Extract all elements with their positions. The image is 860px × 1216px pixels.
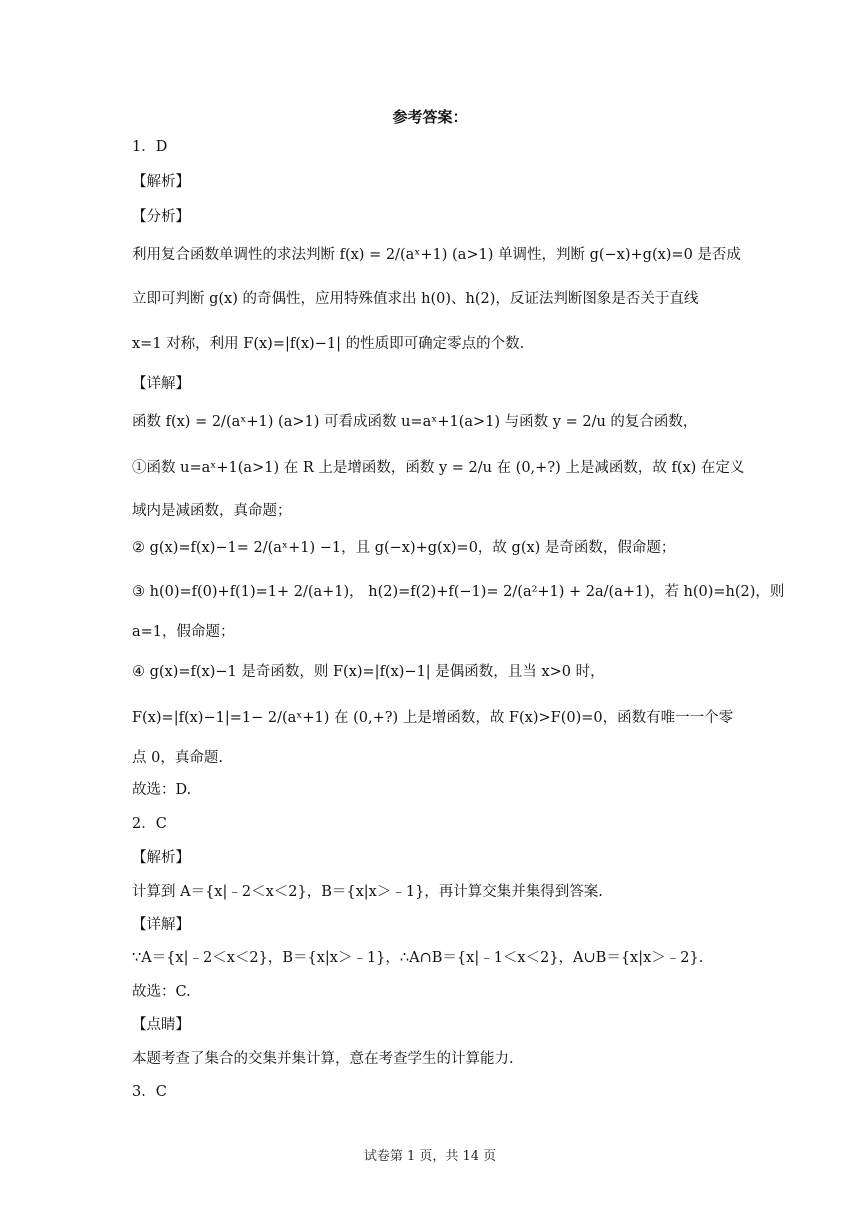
text-line: ② g(x)=f(x)−1= 2/(aˣ+1) −1，且 g(−x)+g(x)=0，故 g(x) 是奇函数，假命题； <box>132 540 676 556</box>
section-heading: 【分析】 <box>132 209 190 225</box>
text-line: ∵A＝{x|﹣2＜x＜2}，B＝{x|x＞﹣1}，∴A∩B＝{x|﹣1＜x＜2}，A∪B＝{x|x＞﹣2}. <box>132 950 704 966</box>
question-number: 1．D <box>132 139 168 155</box>
section-heading: 【解析】 <box>132 174 190 190</box>
question-number: 3．C <box>132 1084 167 1100</box>
question-number: 2．C <box>132 816 167 832</box>
text-line: 本题考查了集合的交集并集计算，意在考查学生的计算能力. <box>132 1051 514 1067</box>
text-line: 域内是减函数，真命题； <box>132 503 292 519</box>
text-line: ④ g(x)=f(x)−1 是奇函数，则 F(x)=|f(x)−1| 是偶函数，且当 x>0 时， <box>132 664 605 680</box>
text-line: 故选：C. <box>132 984 191 1000</box>
text-line: 函数 f(x) = 2/(aˣ+1) (a>1) 可看成函数 u=aˣ+1(a>1) 与函数 y = 2/u 的复合函数， <box>132 414 698 430</box>
text-line: F(x)=|f(x)−1|=1− 2/(aˣ+1) 在 (0,+?) 上是增函数，故 F(x)>F(0)=0，函数有唯一一个零 <box>132 710 734 726</box>
page-footer: 试卷第 1 页，共 14 页 <box>363 1149 497 1164</box>
text-line: 点 0，真命题. <box>132 750 223 766</box>
text-line: 计算到 A＝{x|﹣2＜x＜2}，B＝{x|x＞﹣1}，再计算交集并集得到答案. <box>132 884 603 900</box>
text-line: x=1 对称，利用 F(x)=|f(x)−1| 的性质即可确定零点的个数. <box>132 336 525 352</box>
section-heading: 【解析】 <box>132 850 190 866</box>
text-line: 立即可判断 g(x) 的奇偶性，应用特殊值求出 h(0)、h(2)，反证法判断图象是否关于直线 <box>132 291 699 307</box>
text-line: ③ h(0)=f(0)+f(1)=1+ 2/(a+1)， h(2)=f(2)+f(−1)= 2/(a²+1) + 2a/(a+1)，若 h(0)=h(2)，则 <box>132 584 785 600</box>
section-heading: 【详解】 <box>132 376 190 392</box>
text-line: ①函数 u=aˣ+1(a>1) 在 R 上是增函数，函数 y = 2/u 在 (0,+?) 上是减函数，故 f(x) 在定义 <box>132 460 745 476</box>
section-heading: 【详解】 <box>132 917 190 933</box>
text-line: 利用复合函数单调性的求法判断 f(x) = 2/(aˣ+1) (a>1) 单调性，判断 g(−x)+g(x)=0 是否成 <box>132 247 741 263</box>
text-line: 故选：D. <box>132 782 192 798</box>
text-line: a=1，假命题； <box>132 624 235 640</box>
page-title: 参考答案： <box>392 108 468 126</box>
section-heading: 【点睛】 <box>132 1017 190 1033</box>
